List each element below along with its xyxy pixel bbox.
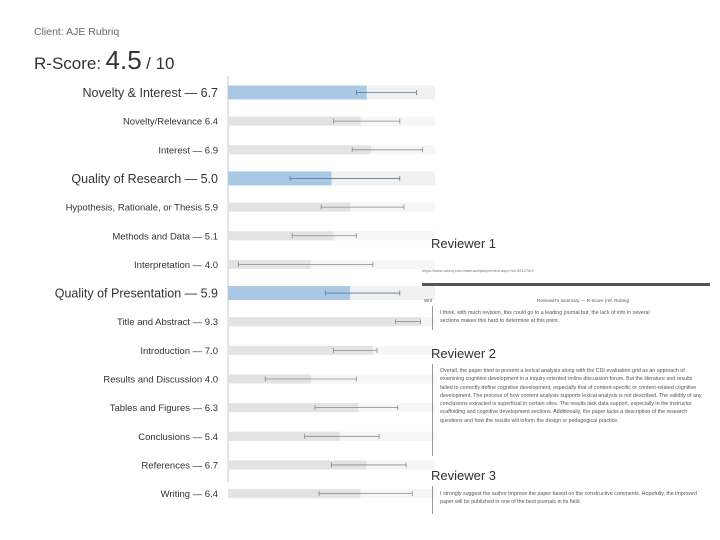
row-7-label: Interpretation — 4.0 bbox=[134, 259, 218, 271]
reviewer-1-title: Reviewer 1 bbox=[431, 236, 497, 251]
reviewer-1-text: I think, with much revision, this could go to a leading journal but, the lack of info in several sections makes this hard to determine at this point. bbox=[440, 310, 650, 325]
row-13-label: Conclusions — 5.4 bbox=[138, 431, 218, 443]
row-14-label: References — 6.7 bbox=[141, 460, 218, 472]
r-score-denominator: / 10 bbox=[146, 54, 175, 73]
review-divider bbox=[422, 283, 710, 286]
row-12-label: Tables and Figures — 6.3 bbox=[109, 403, 218, 415]
row-9-bar bbox=[228, 317, 421, 326]
row-1-bar bbox=[228, 86, 367, 100]
reviewer-3-title: Reviewer 3 bbox=[431, 468, 497, 483]
review-1-rule bbox=[432, 306, 433, 330]
row-15-label: Writing — 6.4 bbox=[160, 489, 218, 501]
r-score-value: 4.5 bbox=[105, 45, 142, 75]
row-1-label: Novelty & Interest — 6.7 bbox=[82, 86, 218, 100]
review-header-col-2: Reviewer's summary — R-Score (ref. Rubriq) bbox=[537, 298, 630, 303]
review-url: https://www.rubriq.com/manuscripts/preview.aspx?id=39127#r1 bbox=[422, 268, 534, 273]
row-5-label: Hypothesis, Rationale, or Thesis 5.9 bbox=[65, 202, 218, 214]
row-2-label: Novelty/Relevance 6.4 bbox=[122, 116, 218, 128]
row-3-label: Interest — 6.9 bbox=[158, 145, 218, 157]
row-4-label: Quality of Research — 5.0 bbox=[71, 171, 218, 186]
row-8-label: Quality of Presentation — 5.9 bbox=[54, 286, 218, 301]
review-2-rule bbox=[432, 364, 433, 456]
row-6-label: Methods and Data — 5.1 bbox=[112, 231, 218, 243]
row-3-bar bbox=[228, 145, 371, 154]
reviewer-3-text: I strongly suggest the author improve the paper based on the constructive comments. Hopefully, the improved paper will be published in one of the best journals in its field. bbox=[440, 491, 697, 506]
row-9-label: Title and Abstract — 9.3 bbox=[116, 317, 218, 329]
review-3-rule bbox=[432, 486, 433, 514]
r-score-label: R-Score: bbox=[34, 54, 102, 73]
client-name: Client: AJE Rubriq bbox=[34, 26, 120, 38]
review-header-row bbox=[424, 298, 694, 306]
row-11-label: Results and Discussion 4.0 bbox=[103, 374, 218, 386]
row-10-label: Introduction — 7.0 bbox=[140, 345, 218, 357]
review-header-col-1: Writ bbox=[424, 298, 433, 303]
reviewer-2-title: Reviewer 2 bbox=[431, 346, 497, 361]
reviewer-2-text: Overall, the paper tried to present a lexical analysis along with the CDI evaluation grid as an approach of examining cognitive development in a inquiry-oriented online discussion forum. But the literature and results failed to correctly define cognitive development, especially that of content-specific or content-related cognitive development. The process of how content analysis supports lexical analysis is not described. The validity of any conclusions extracted is superficial in certain sites. The results lack data support, especially in the instructor scaffolding and cognitive development sections. Additionally, the paper lacks a description of the research questions and how the results will inform the design or pedagogical practice. bbox=[440, 368, 702, 424]
